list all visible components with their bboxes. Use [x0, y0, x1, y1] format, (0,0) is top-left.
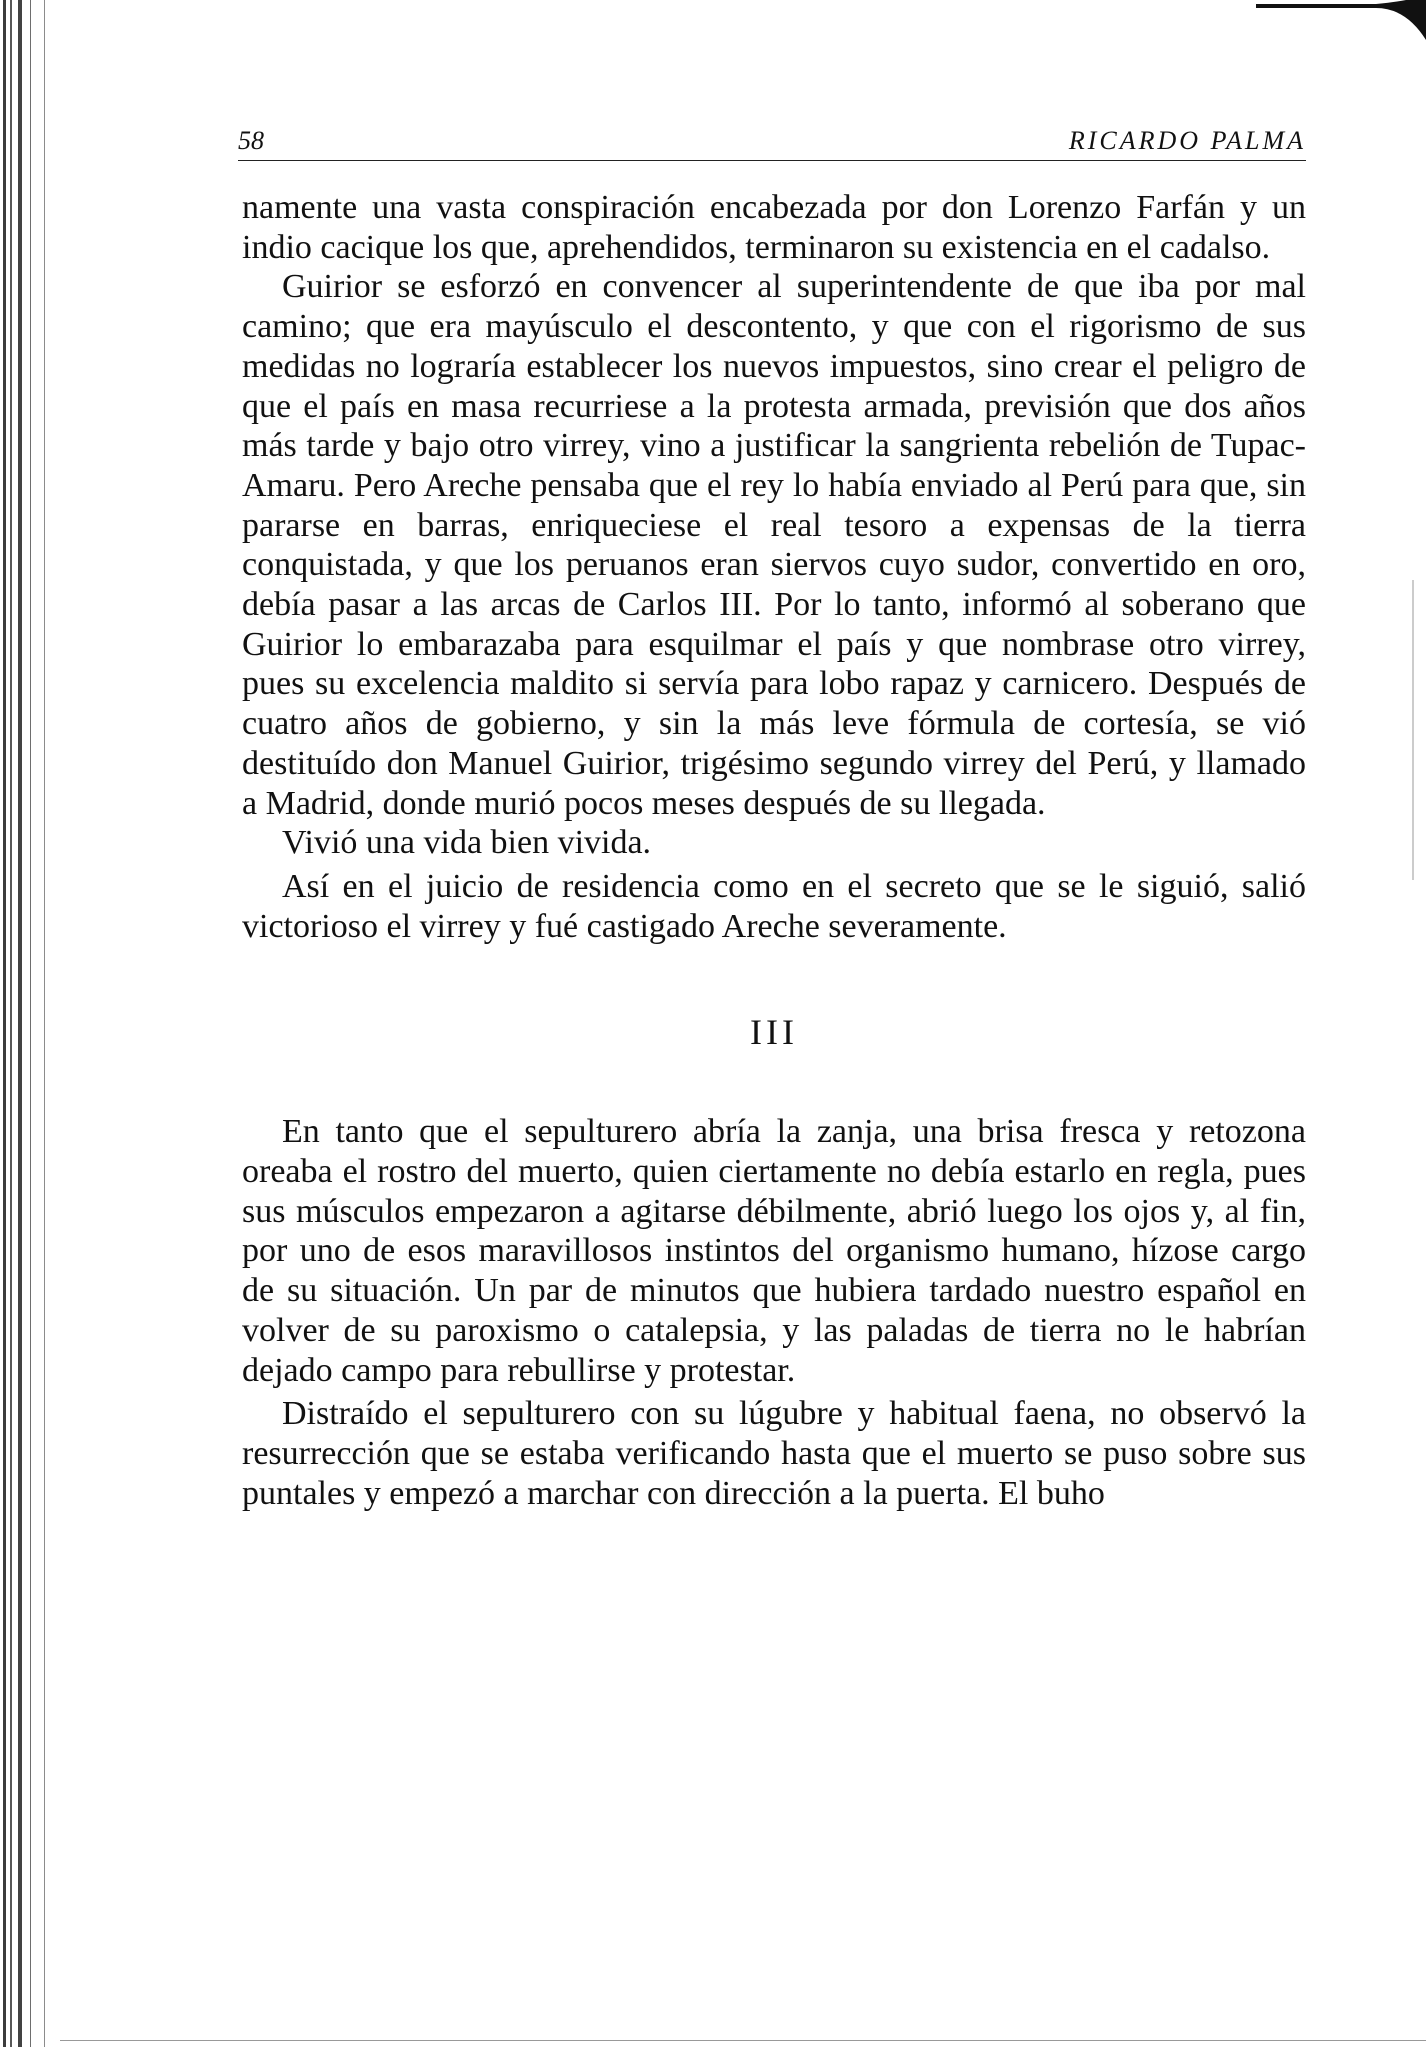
scan-margin-mark	[1412, 580, 1414, 880]
running-header	[238, 120, 1306, 161]
paragraph: Distraído el sepulturero con su lúgubre y habitual faena, no observó la resurrección que se estaba verificando hasta que el muerto se puso sobre sus puntales y empezó a marchar con dirección a la puerta. El buho	[242, 1395, 1306, 1512]
paragraph: Así en el juicio de residencia como en el secreto que se le siguió, salió victorioso el virrey y fué castigado Areche severamente.	[242, 867, 1306, 945]
running-title: RICARDO PALMA	[1068, 126, 1306, 155]
paragraph: Vivió una vida bien vivida.	[282, 824, 652, 862]
section-heading: III	[750, 1012, 798, 1053]
paragraph: Guirior se esforzó en convencer al superintendente de que iba por mal camino; que era mayúsculo el descontento, y que con el rigorismo de sus medidas no lograría establecer los nuevos impuestos, sino crear el peligro de que el país en masa recurriese a la protesta armada, previsión que dos años más tarde y bajo otro virrey, vino a justificar la sangrienta rebelión de Tupac-Amaru. Pero Areche pensaba que el rey lo había enviado al Perú para que, sin pararse en barras, enriqueciese el real tesoro a expensas de la tierra conquistada, y que los peruanos eran siervos cuyo sudor, convertido en oro, debía pasar a las arcas de Carlos III. Por lo tanto, informó al soberano que Guirior lo embarazaba para esquilmar el país y que nombrase otro virrey, pues su excelencia maldito si servía para lobo rapaz y carnicero. Después de cuatro años de gobierno, y sin la más leve fórmula de cortesía, se vió destituído don Manuel Guirior, trigésimo segundo virrey del Perú, y llamado a Madrid, donde murió pocos meses después de su llegada.	[242, 268, 1306, 822]
page-number: 58	[238, 126, 264, 155]
scan-corner-curl	[1256, 0, 1426, 60]
scan-binding-edge	[0, 0, 62, 2047]
paragraph: namente una vasta conspiración encabezada por don Lorenzo Farfán y un indio cacique los que, aprehendidos, terminaron su existencia en el cadalso.	[242, 189, 1306, 266]
body-text	[242, 188, 1306, 1513]
scan-bottom-edge	[60, 2040, 1426, 2041]
paragraph: En tanto que el sepulturero abría la zanja, una brisa fresca y retozona oreaba el rostro del muerto, quien ciertamente no debía estarlo en regla, pues sus músculos empezaron a agitarse débilmente, abrió luego los ojos y, al fin, por uno de esos maravillosos instintos del organismo humano, hízose cargo de su situación. Un par de minutos que hubiera tardado nuestro español en volver de su paroxismo o catalepsia, y las paladas de tierra no le habrían dejado campo para rebullirse y protestar.	[242, 1113, 1306, 1389]
